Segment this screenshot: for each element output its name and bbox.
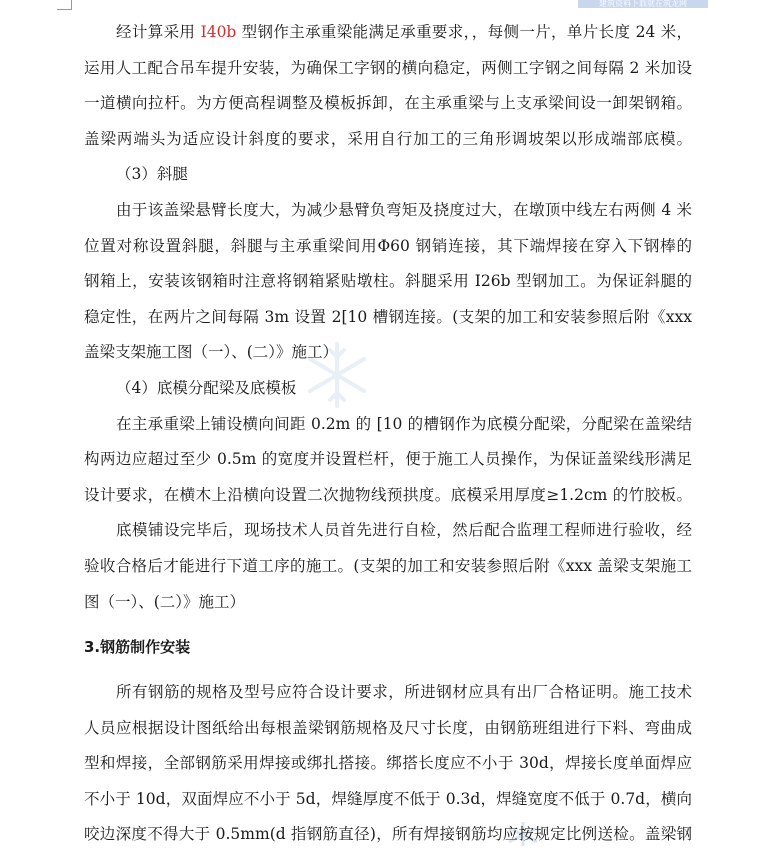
section-heading-rebar: 3.钢筋制作安装 — [84, 638, 191, 657]
text-line: 底模铺设完毕后，现场技术人员首先进行自检，然后配合监理工程师进行验收，经 — [116, 521, 692, 540]
text-line: 验收合格后才能进行下道工序的施工。(支架的加工和安装参照后附《xxx 盖梁支架施工 — [84, 556, 692, 575]
text-line: 盖梁两端头为适应设计斜度的要求，采用自行加工的三角形调坡架以形成端部底模。 — [84, 129, 692, 148]
text-line: 位置对称设置斜腿，斜腿与主承重梁间用Φ60 钢销连接，其下端焊接在穿入下钢棒的 — [84, 236, 692, 255]
text-line: 一道横向拉杆。为方便高程调整及模板拆卸，在主承重梁与上支承梁间设一卸架钢箱。 — [84, 94, 692, 113]
text-line: 在主承重梁上铺设横向间距 0.2m 的 [10 的槽钢作为底模分配梁，分配梁在盖梁结 — [116, 414, 692, 433]
beam-model-text: I40b — [200, 23, 237, 41]
text-line: 人员应根据设计图纸给出每根盖梁钢筋规格及尺寸长度，由钢筋班组进行下料、弯曲成 — [84, 718, 692, 737]
text-line: 运用人工配合吊车提升安装，为确保工字钢的横向稳定，两侧工字钢之间每隔 2 米加设 — [84, 58, 692, 77]
text-line: 构两边应超过至少 0.5m 的宽度并设置栏杆，便于施工人员操作，为保证盖梁线形满足 — [84, 450, 692, 469]
subheading-oblique-legs: （3）斜腿 — [116, 165, 188, 184]
text-line: 盖梁支架施工图（一）、(二）》施工） — [84, 343, 339, 362]
paragraph-distribution-beam — [84, 407, 692, 514]
page-corner-mark — [57, 0, 72, 10]
text-line: 钢箱上，安装该钢箱时注意将钢箱紧贴墩柱。斜腿采用 I26b 型钢加工。为保证斜腿的 — [84, 272, 692, 291]
paragraph-rebar — [84, 675, 692, 853]
text-line: 型和焊接，全部钢筋采用焊接或绑扎搭接。绑搭长度应不小于 30d，焊接长度单面焊应 — [84, 754, 692, 773]
paragraph-main-beam — [84, 15, 692, 157]
text-line: 所有钢筋的规格及型号应符合设计要求，所进钢材应具有出厂合格证明。施工技术 — [116, 683, 692, 702]
text-line: 不小于 10d，双面焊应不小于 5d，焊缝厚度不低于 0.3d，焊缝宽度不低于 0.7d，横向 — [84, 789, 692, 808]
subheading-bottom-formwork: （4）底模分配梁及底模板 — [116, 378, 297, 397]
text-line: 设计要求，在横木上沿横向设置二次抛物线预拱度。底模采用厚度≥1.2cm 的竹胶板。 — [84, 485, 692, 504]
paragraph-oblique-legs — [84, 193, 692, 371]
text-line: 经计算采用 I40b 型钢作主承重梁能满足承重要求，，每侧一片，单片长度 24 米， — [116, 23, 692, 41]
paragraph-inspection — [84, 513, 692, 620]
text-line: 由于该盖梁悬臂长度大，为减少悬臂负弯矩及挠度过大，在墩顶中线左右两侧 4 米 — [116, 200, 692, 219]
top-banner-watermark: 建筑资料下载就在筑龙网 — [578, 0, 708, 8]
text-line: 稳定性，在两片之间每隔 3m 设置 2[10 槽钢连接。(支架的加工和安装参照后附《xxx — [84, 307, 692, 326]
document-page — [84, 15, 692, 853]
text-line: 图（一）、(二）》施工） — [84, 592, 246, 611]
text-line: 咬边深度不得大于 0.5mm(d 指钢筋直径)，所有焊接钢筋均应按规定比例送检。盖梁钢 — [84, 825, 692, 844]
